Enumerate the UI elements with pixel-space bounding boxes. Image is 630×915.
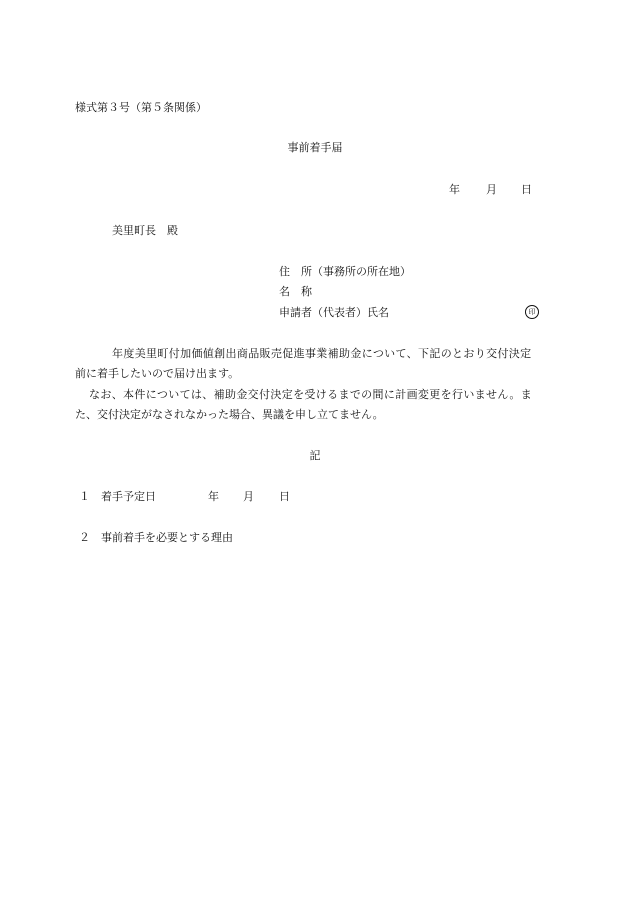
item-1-month-label: 月 xyxy=(243,490,254,503)
date-month-label: 月 xyxy=(486,183,497,196)
item-1-year-label: 年 xyxy=(208,490,219,503)
item-1-number: １ xyxy=(79,490,90,503)
item-1-day-label: 日 xyxy=(279,490,290,503)
date-year-label: 年 xyxy=(449,183,460,196)
addressee: 美里町長 殿 xyxy=(112,224,178,237)
body-paragraph-2-line-1: なお、本件については、補助金交付決定を受けるまでの間に計画変更を行いません。ま xyxy=(89,388,533,401)
body-paragraph-1-line-1: 年度美里町付加価値創出商品販売促進事業補助金について、下記のとおり交付決定 xyxy=(112,347,532,360)
item-2-number: ２ xyxy=(79,531,90,544)
seal-icon: 印 xyxy=(525,305,539,319)
form-number: 様式第３号（第５条関係） xyxy=(75,101,207,114)
ki-heading: 記 xyxy=(309,449,321,462)
date-day-label: 日 xyxy=(521,183,532,196)
body-paragraph-1-line-2: 前に着手したいので届け出ます。 xyxy=(75,367,240,380)
document-title: 事前着手届 xyxy=(287,141,343,154)
applicant-name-label: 申請者（代表者）氏名 xyxy=(279,306,389,319)
name-label: 名 称 xyxy=(279,285,312,298)
body-paragraph-2-line-2: た、交付決定がなされなかった場合、異議を申し立てません。 xyxy=(75,408,384,421)
address-label: 住 所（事務所の所在地） xyxy=(279,265,411,278)
item-1-label: 着手予定日 xyxy=(101,490,156,503)
item-2-label: 事前着手を必要とする理由 xyxy=(101,531,233,544)
